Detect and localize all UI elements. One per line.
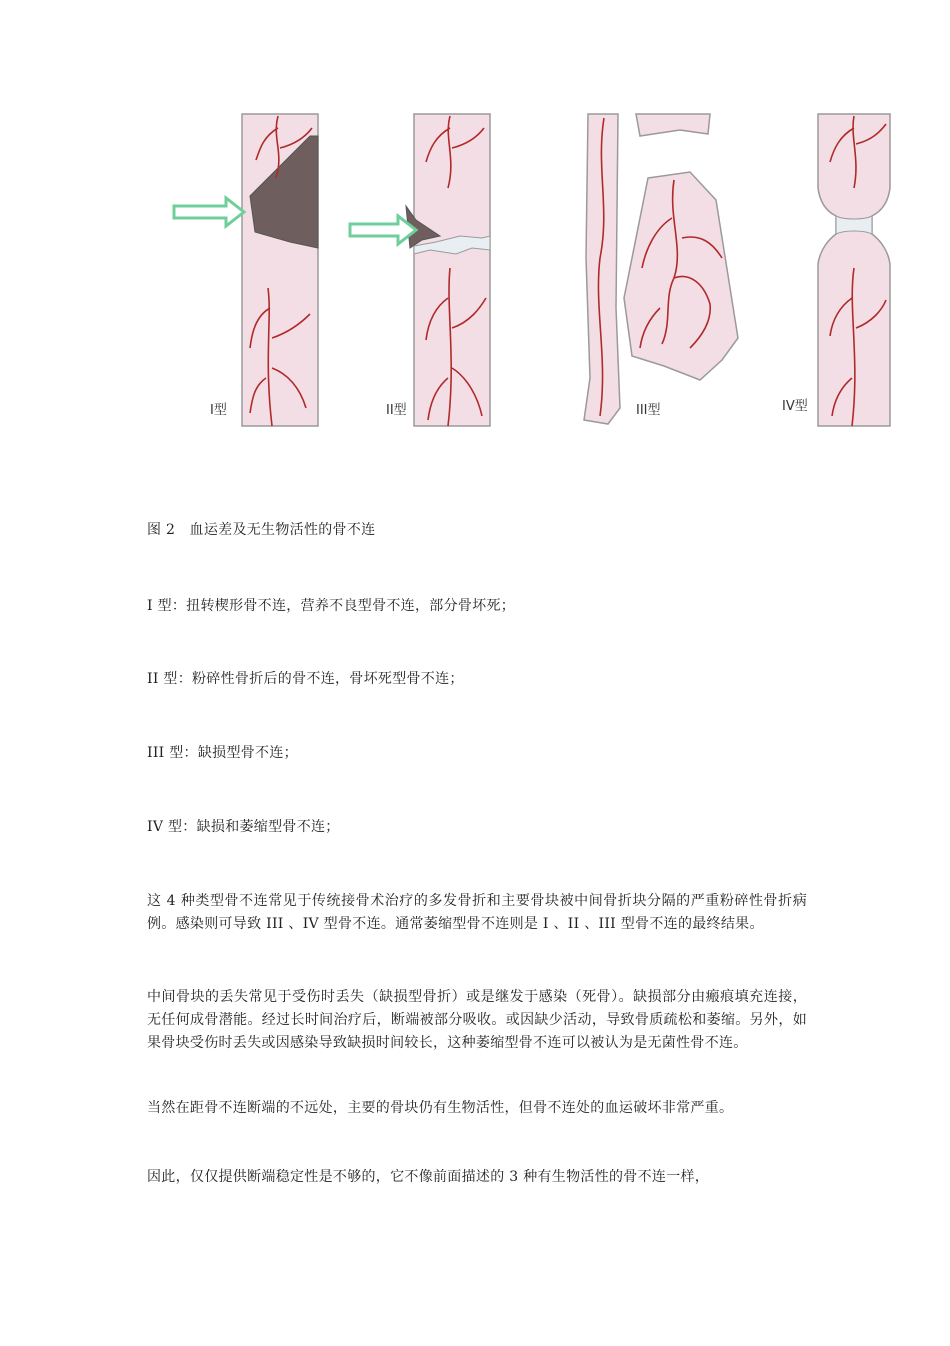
paragraph-1: 这 4 种类型骨不连常见于传统接骨术治疗的多发骨折和主要骨块被中间骨折块分隔的严重粉碎性骨折病例。感染则可导致 III 、IV 型骨不连。通常萎缩型骨不连则是 I 、II 、III 型骨不连的最终结果。 [147,893,807,932]
label-type-ii: II型 [386,403,407,418]
label-type-iv: IV型 [782,399,808,414]
label-type-i: I型 [210,403,227,418]
paragraph-4: 因此，仅仅提供断端稳定性是不够的，它不像前面描述的 3 种有生物活性的骨不连一样， [147,1169,710,1185]
figure-caption: 图 2 血运差及无生物活性的骨不连 [147,522,376,538]
type-iii-diagram [584,114,738,424]
arrow-icon [174,198,244,226]
label-type-iii: III型 [636,403,661,418]
type-ii-diagram [350,114,490,426]
type-iv-diagram [782,114,890,426]
type-i-diagram [174,114,318,426]
nonunion-types-figure [160,108,900,438]
paragraph-2: 中间骨块的丢失常见于受伤时丢失（缺损型骨折）或是继发于感染（死骨）。缺损部分由瘢痕填充连接，无任何成骨潜能。经过长时间治疗后，断端被部分吸收。或因缺少活动，导致骨质疏松和萎缩。另外，如果骨块受伤时丢失或因感染导致缺损时间较长，这种萎缩型骨不连可以被认为是无菌性骨不连。 [147,989,807,1051]
type-iv-description: IV 型：缺损和萎缩型骨不连； [147,819,340,835]
type-iii-description: III 型：缺损型骨不连； [147,745,298,761]
arrow-icon [350,216,416,244]
type-i-description: I 型：扭转楔形骨不连，营养不良型骨不连，部分骨坏死； [147,598,516,614]
paragraph-3: 当然在距骨不连断端的不远处，主要的骨块仍有生物活性，但骨不连处的血运破坏非常严重。 [147,1100,734,1116]
type-ii-description: II 型：粉碎性骨折后的骨不连，骨坏死型骨不连； [147,671,464,687]
